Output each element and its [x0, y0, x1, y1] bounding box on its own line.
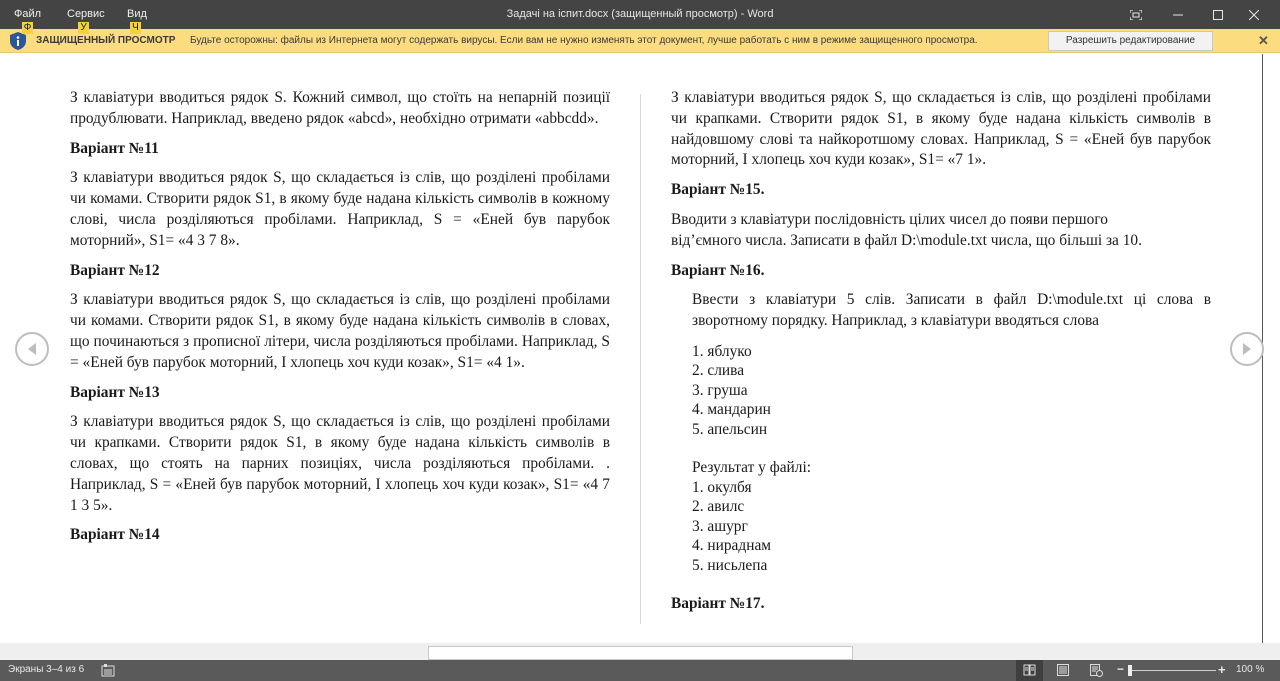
list-item: 2. авилс [692, 498, 745, 516]
list-item: 3. ашург [692, 517, 748, 535]
task-line: від’ємного числа. Записати в файл D:\module.txt числа, що більші за 10. [671, 231, 1142, 249]
keytip-view: Ч [130, 22, 141, 34]
list-item: 1. окулбя [692, 478, 752, 496]
horizontal-scrollbar-thumb[interactable] [428, 646, 853, 660]
close-bar-icon[interactable]: ✕ [1258, 33, 1269, 48]
list-item: 1. яблуко [692, 342, 752, 360]
close-icon [1249, 10, 1259, 20]
page-divider [640, 94, 641, 624]
task-paragraph: Ввести з клавіатури 5 слів. Записати в файл D:\module.txt ці слова в зворотному порядку. Наприклад, з клавіатури вводяться слова [692, 291, 1211, 330]
variant-heading: Варіант №12 [70, 261, 160, 279]
list-item: 4. нираднам [692, 537, 772, 555]
minimize-button[interactable] [1158, 0, 1198, 29]
variant-heading: Варіант №17. [671, 595, 765, 613]
protected-view-title: ЗАЩИЩЕННЫЙ ПРОСМОТР [36, 35, 176, 46]
minimize-icon [1173, 10, 1183, 20]
task-paragraph: З клавіатури вводиться рядок S, що складається із слів, що розділені пробілами чи крапками. Створити рядок S1, в якому буде надана кількість символів в словах, що стоять на парних позиціях, числа розділяються пробілами. . Наприклад, S = «Еней був парубок моторний, І хлопець хоч куди козак», S1= «4 7 1 3 5». [70, 413, 610, 514]
window-title: Задачі на іспит.docx (защищенный просмотр) - Word [506, 8, 774, 20]
right-page-column [671, 88, 1211, 624]
print-layout-icon[interactable] [1056, 663, 1070, 677]
variant-heading: Варіант №15. [671, 181, 765, 199]
maximize-icon [1213, 10, 1223, 20]
read-mode-icon [1023, 664, 1036, 676]
variant-heading: Варіант №14 [70, 526, 160, 544]
zoom-level[interactable]: 100 % [1236, 664, 1265, 675]
zoom-slider[interactable] [1128, 670, 1216, 671]
keytip-file: Ф [23, 22, 32, 33]
task-paragraph: З клавіатури вводиться рядок S, що складається із слів, що розділені пробілами чи комами. Створити рядок S1, в якому буде надана кількість символів в кожному слові, числа розділяються пробілами. Наприклад, S = «Еней був парубок моторний», S1= «4 3 7 8». [70, 169, 610, 249]
list-item: 5. нисьлепа [692, 556, 768, 574]
task-paragraph: З клавіатури вводиться рядок S, що складається із слів, що розділені пробілами чи комами. Створити рядок S1, в якому буде надана кількість символів в словах, що починаються з прописної літери, числа розділяються пробілами. Наприклад, S = «Еней був парубок моторний, І хлопець хоч куди козак», S1= «4 1». [70, 291, 610, 371]
vertical-scrollbar[interactable] [1262, 54, 1280, 660]
protected-view-bar [0, 29, 1280, 53]
focus-mode-button[interactable] [1116, 0, 1156, 29]
list-item: 4. мандарин [692, 401, 771, 419]
next-screen-icon [1241, 342, 1253, 356]
title-bar [0, 0, 1280, 29]
output-words-list [671, 458, 1211, 575]
screen-counter: Экраны 3–4 из 6 [8, 664, 85, 675]
task-line: Вводити з клавіатури послідовність цілих чисел до появи першого [671, 210, 1108, 228]
web-layout-icon[interactable] [1089, 663, 1103, 677]
list-item: 3. груша [692, 381, 748, 399]
result-label: Результат у файлі: [692, 459, 811, 477]
variant-heading: Варіант №13 [70, 383, 160, 401]
document-area [0, 54, 1262, 660]
variant-heading: Варіант №16. [671, 261, 765, 279]
maximize-button[interactable] [1198, 0, 1238, 29]
next-screen-button[interactable] [1230, 332, 1264, 366]
zoom-out-button[interactable]: − [1117, 662, 1125, 676]
list-item: 2. слива [692, 362, 745, 380]
zoom-slider-thumb[interactable] [1128, 665, 1132, 676]
menu-file[interactable]: Файл [14, 8, 42, 20]
page-info-icon[interactable] [101, 663, 115, 677]
task-paragraph: З клавіатури вводиться рядок S, що складається із слів, що розділені пробілами чи крапками. Створити рядок S1, в якому буде надана кількість символів в найдовшому слові та найкоротшому словах. Наприклад, S = «Еней був парубок моторний, І хлопець хоч куди козак», S1= «7 1». [671, 89, 1211, 169]
status-bar [0, 660, 1280, 681]
previous-screen-icon [26, 342, 38, 356]
list-item: 5. апельсин [692, 420, 768, 438]
menu-tools[interactable]: Сервис [67, 8, 105, 20]
zoom-in-button[interactable]: + [1218, 662, 1226, 677]
input-words-list [671, 342, 1211, 440]
focus-mode-icon [1130, 10, 1142, 20]
left-page-column [70, 88, 610, 555]
protected-view-message: Будьте осторожны: файлы из Интернета могут содержать вирусы. Если вам не нужно изменять этот документ, лучше работать с ним в режиме защищенного просмотра. [190, 35, 978, 46]
menu-view[interactable]: Вид [127, 8, 147, 20]
task-paragraph: З клавіатури вводиться рядок S. Кожний символ, що стоїть на непарній позиції продублювати. Наприклад, введено рядок «abcd», необхідно отримати «abbcdd». [70, 89, 610, 127]
keytip-tools: У [78, 22, 89, 34]
shield-info-icon [10, 32, 26, 50]
close-button[interactable] [1234, 0, 1274, 29]
enable-editing-button[interactable]: Разрешить редактирование [1048, 31, 1213, 51]
previous-screen-button[interactable] [15, 332, 49, 366]
task-paragraph [671, 210, 1211, 252]
read-mode-button[interactable] [1016, 660, 1043, 681]
variant-heading: Варіант №11 [70, 139, 159, 157]
